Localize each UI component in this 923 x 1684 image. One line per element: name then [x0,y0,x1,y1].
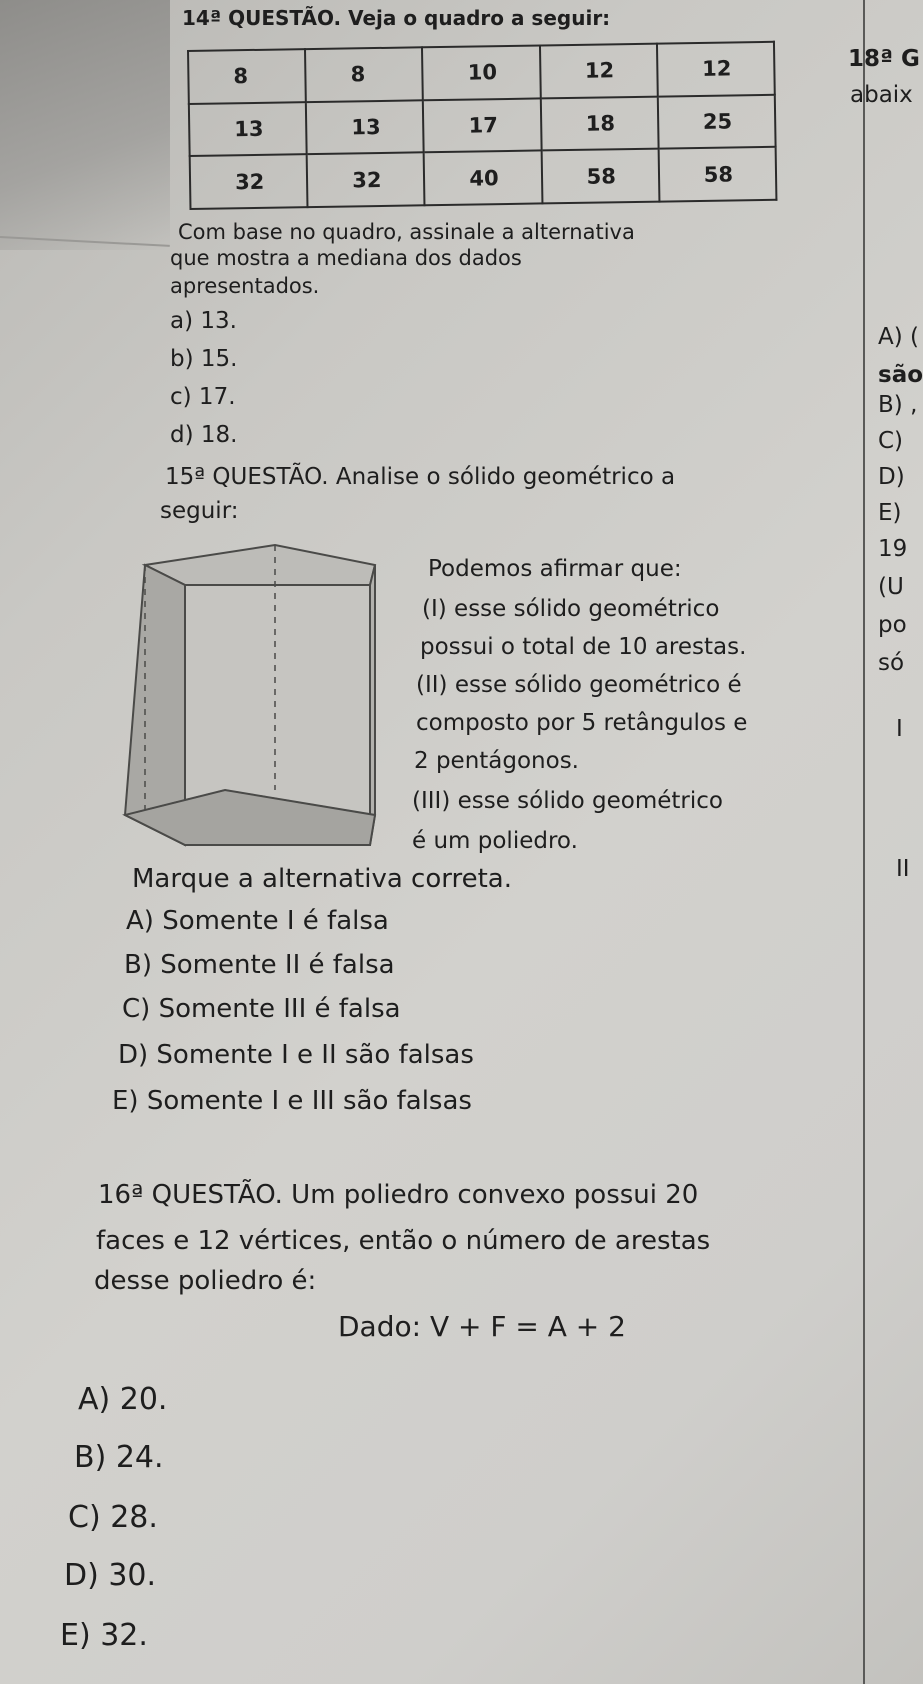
q15-statement-III-line2: é um poliedro. [412,828,578,854]
q16-option-e[interactable]: E) 32. [60,1618,148,1653]
q14-option-b[interactable]: b) 15. [170,346,238,372]
table-row [190,147,777,209]
q15-statement-I-line1: (I) esse sólido geométrico [422,596,720,622]
table-cell: 13 [306,100,424,154]
q14-option-c[interactable]: c) 17. [170,384,236,410]
q16-line3: desse poliedro é: [94,1266,317,1296]
table-row [188,42,775,104]
q14-prompt-line3: apresentados. [170,274,320,298]
background-shadow [0,0,170,250]
pentagonal-prism-figure [125,545,415,875]
table-cell: 8 [305,47,423,101]
right-face [370,565,375,845]
right-fragment-sao: são [878,362,923,388]
right-fragment-mark2: II [896,856,910,882]
q15-option-b[interactable]: B) Somente II é falsa [124,950,395,980]
right-fragment-e: E) [878,500,902,526]
table-cell: 8 [188,49,306,103]
q16-line1: 16ª QUESTÃO. Um poliedro convexo possui 20 [98,1180,699,1210]
q15-option-d[interactable]: D) Somente I e II são falsas [118,1040,474,1070]
table-cell: 32 [190,154,308,209]
q15-statement-III-line1: (III) esse sólido geométrico [412,788,723,814]
q15-option-a[interactable]: A) Somente I é falsa [126,906,389,936]
q16-line2: faces e 12 vértices, então o número de arestas [96,1226,711,1256]
q15-title-line1: 15ª QUESTÃO. Analise o sólido geométrico a [165,464,676,490]
q15-statement-I-line2: possui o total de 10 arestas. [420,634,747,660]
table-cell: 58 [541,149,659,204]
table-cell: 40 [424,151,542,206]
q15-option-e[interactable]: E) Somente I e III são falsas [112,1086,472,1116]
q16-option-a[interactable]: A) 20. [78,1382,168,1417]
right-fragment-abaix: abaix [850,82,913,108]
q16-option-b[interactable]: B) 24. [74,1440,164,1475]
q15-statement-II-line2: composto por 5 retângulos e [416,710,748,736]
table-cell: 18 [540,96,658,150]
q15-title-line2: seguir: [160,498,239,524]
table-cell: 25 [658,94,776,148]
q14-prompt-line1: Com base no quadro, assinale a alternativa [178,220,635,244]
q14-option-d[interactable]: d) 18. [170,422,238,448]
q16-option-c[interactable]: C) 28. [68,1500,158,1535]
top-pentagon [145,545,375,585]
right-fragment-so: só [878,650,905,676]
q18-title-fragment: 18ª G [848,46,920,72]
q15-option-c[interactable]: C) Somente III é falsa [122,994,401,1024]
column-divider [863,0,865,1684]
table-cell: 10 [422,45,540,99]
q14-option-a[interactable]: a) 13. [170,308,237,334]
data-table [187,41,777,210]
table-cell: 12 [540,44,658,98]
q14-title: 14ª QUESTÃO. Veja o quadro a seguir: [182,6,611,30]
table-row [189,94,776,156]
q14-prompt-line2: que mostra a mediana dos dados [170,246,522,270]
q16-option-d[interactable]: D) 30. [64,1558,157,1593]
right-fragment-a: A) ( [878,324,919,350]
q16-given-formula: Dado: V + F = A + 2 [338,1310,626,1343]
right-fragment-d: D) [878,464,905,490]
right-fragment-mark1: I [896,716,903,742]
right-fragment-u: (U [878,574,904,600]
q15-statement-II-line3: 2 pentágonos. [414,748,579,774]
right-fragment-po: po [878,612,907,638]
table-cell: 32 [307,153,425,208]
q15-statement-II-line1: (II) esse sólido geométrico é [416,672,742,698]
q19-title-fragment: 19 [878,536,908,562]
table-cell: 17 [423,98,541,152]
right-fragment-b: B) , [878,392,918,418]
table-cell: 58 [658,147,776,202]
table-cell: 13 [189,102,307,156]
right-fragment-c: C) [878,428,904,454]
table-cell: 12 [657,42,775,96]
q15-prompt: Marque a alternativa correta. [132,864,512,894]
q15-statement-intro: Podemos afirmar que: [428,556,682,582]
